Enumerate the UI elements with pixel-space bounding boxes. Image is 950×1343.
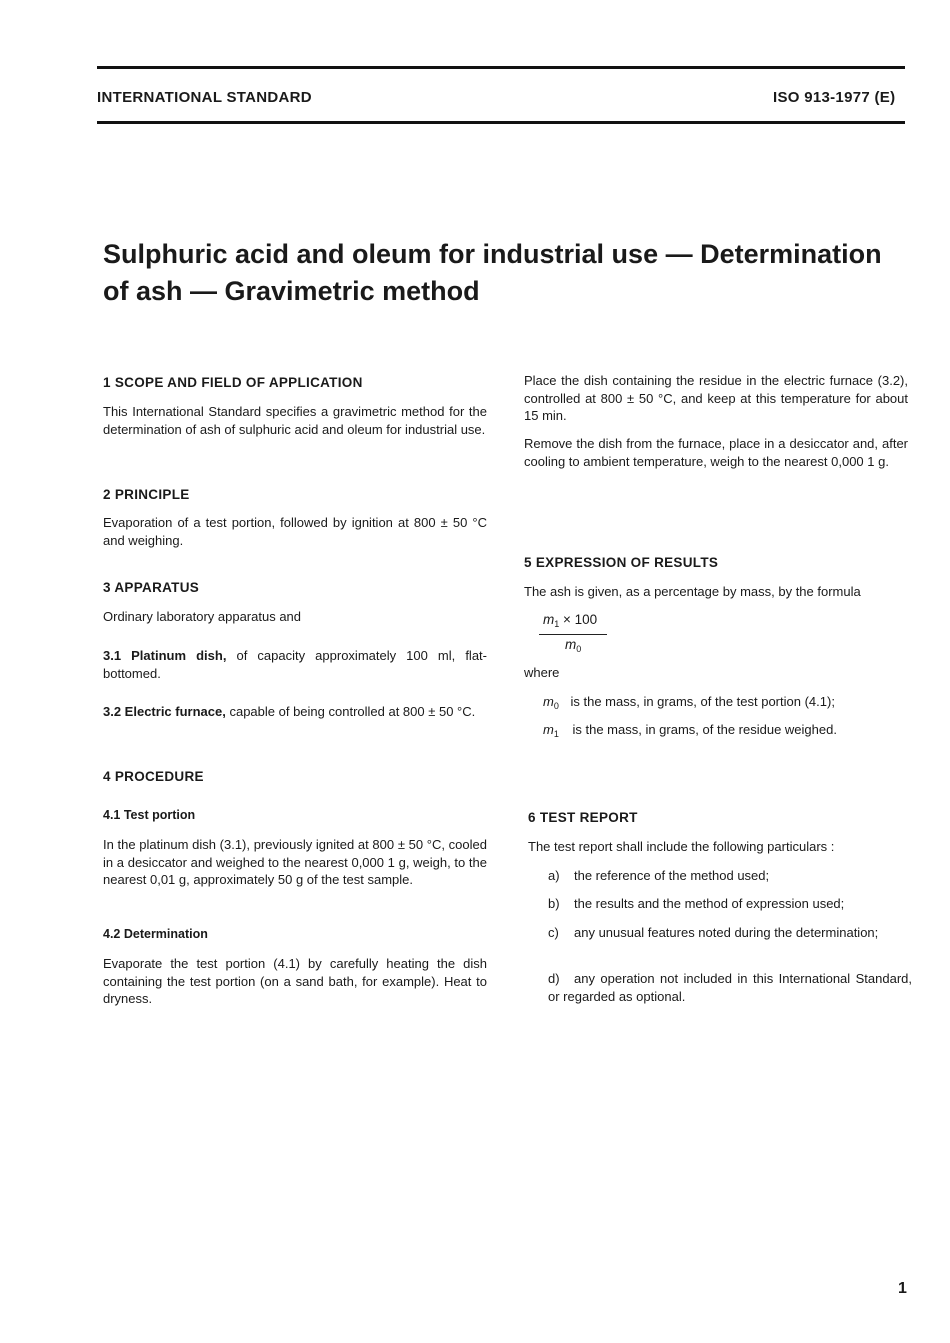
section-5-heading: 5 EXPRESSION OF RESULTS (524, 555, 719, 570)
definition-m1 (543, 721, 913, 744)
formula-denominator (565, 637, 581, 654)
section-3-heading: 3 APPARATUS (103, 580, 200, 595)
header-left: INTERNATIONAL STANDARD (97, 89, 312, 106)
section-5-text: The ash is given, as a percentage by mass, by the formula (524, 584, 861, 599)
section-3-1-label: 3.1 Platinum dish, (103, 648, 227, 663)
document-title: Sulphuric acid and oleum for industrial use — Determination of ash — Gravimetric method (103, 239, 882, 306)
formula-numerator-var: m (543, 612, 555, 627)
formula-fraction-bar (539, 634, 607, 635)
section-6-text: The test report shall include the following particulars : (528, 839, 835, 854)
section-4-2-continued-2: Remove the dish from the furnace, place in a desiccator and, after cooling to ambient temperature, weigh to the nearest 0,000 1 g. (524, 436, 908, 469)
definition-m0-var: m (543, 694, 554, 709)
section-4-1-heading: 4.1 Test portion (103, 808, 196, 822)
list-item-text: any operation not included in this International Standard, or regarded as optional. (548, 971, 912, 1004)
section-3-1 (103, 647, 487, 682)
list-item-text: any unusual features noted during the determination; (574, 925, 879, 940)
section-4-1-text: In the platinum dish (3.1), previously ignited at 800 ± 50 °C, cooled in a desiccator and weighed to the nearest 0,000 1 g, weigh, to the nearest 0,01 g, approximately 50 g of the test sample. (103, 837, 487, 887)
section-1-text: This International Standard specifies a gravimetric method for the determination of ash of sulphuric acid and oleum for industrial use. (103, 404, 487, 437)
page-number: 1 (898, 1280, 907, 1297)
definition-m1-var: m (543, 722, 554, 737)
definition-m0 (543, 693, 913, 716)
definition-m1-sub: 1 (553, 729, 559, 739)
formula-numerator (543, 612, 597, 629)
section-3-2-text: capable of being controlled at 800 ± 50 °C. (229, 704, 476, 719)
definition-m1-text: is the mass, in grams, of the residue weighed. (572, 722, 837, 737)
header-rule (97, 121, 905, 124)
section-1-heading: 1 SCOPE AND FIELD OF APPLICATION (103, 375, 363, 390)
formula-denominator-var: m (565, 637, 577, 652)
list-item-label: d) (548, 971, 560, 986)
header-right: ISO 913-1977 (E) (773, 89, 896, 106)
definition-m0-sub: 0 (553, 701, 559, 711)
section-4-heading: 4 PROCEDURE (103, 769, 204, 784)
section-6-heading: 6 TEST REPORT (528, 810, 638, 825)
formula-numerator-sub: 1 (554, 619, 560, 629)
formula-denominator-sub: 0 (576, 644, 582, 654)
list-item-label: b) (548, 896, 560, 911)
section-2-heading: 2 PRINCIPLE (103, 487, 190, 502)
list-item (548, 895, 912, 913)
section-4-2-heading: 4.2 Determination (103, 927, 208, 941)
list-item (548, 924, 912, 942)
list-item-text: the results and the method of expression used; (574, 896, 845, 911)
section-2-text: Evaporation of a test portion, followed by ignition at 800 ± 50 °C and weighing. (103, 515, 487, 548)
list-item (548, 867, 912, 885)
list-item (548, 970, 912, 1005)
section-4-2-continued-1: Place the dish containing the residue in the electric furnace (3.2), controlled at 800 ± 50 °C, and keep at this temperature for about 15 min. (524, 373, 908, 423)
where-label: where (524, 665, 560, 680)
section-3-2 (103, 703, 487, 721)
list-item-label: c) (548, 925, 559, 940)
section-3-2-label: 3.2 Electric furnace, (103, 704, 226, 719)
list-item-label: a) (548, 868, 560, 883)
formula-numerator-rest: × 100 (563, 612, 598, 627)
top-rule (97, 66, 905, 69)
list-item-text: the reference of the method used; (574, 868, 770, 883)
section-3-1-text: of capacity approximately 100 ml, flat-bottomed. (103, 648, 487, 681)
section-4-2-text: Evaporate the test portion (4.1) by carefully heating the dish containing the test portion (on a sand bath, for example). Heat to dryness. (103, 956, 487, 1006)
section-3-text: Ordinary laboratory apparatus and (103, 609, 302, 624)
definition-m0-text: is the mass, in grams, of the test portion (4.1); (570, 694, 835, 709)
